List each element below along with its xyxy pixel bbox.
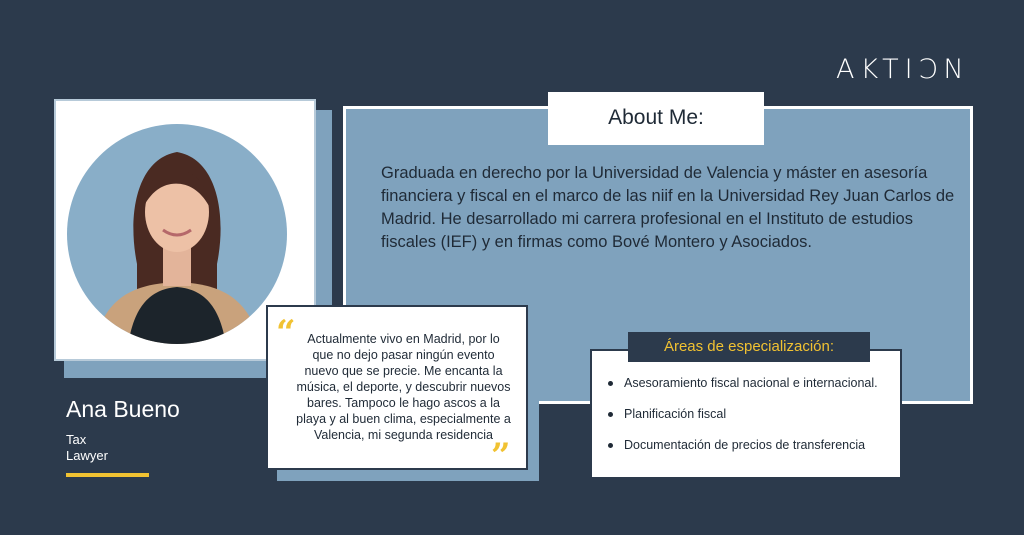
- about-title: About Me:: [608, 106, 704, 129]
- name-underline: [66, 473, 149, 477]
- areas-list: [606, 375, 898, 468]
- open-quote-icon: “: [276, 313, 296, 353]
- areas-title: Áreas de especialización:: [663, 338, 835, 355]
- about-body: Graduada en derecho por la Universidad de Valencia y máster en asesoría financiera y fiscal en el marco de las niif en la Universidad Rey Juan Carlos de Madrid. He desarrollado mi carrera profesional en el Instituto de estudios fiscales (IEF) y en firmas como Bové Montero y Asociados.: [381, 164, 955, 251]
- profile-photo: [67, 124, 287, 344]
- profile-role-line2: Lawyer: [66, 448, 108, 463]
- close-quote-icon: ”: [491, 436, 511, 476]
- list-item: Asesoramiento fiscal nacional e internacional.: [606, 375, 898, 406]
- company-logo: AKTIƆN: [836, 54, 970, 85]
- quote-text: Actualmente vivo en Madrid, por lo que no dejo pasar ningún evento nuevo que se precie. Me encanta la música, el deporte, y descubrir nuevos bares. Tampoco le hago ascos a la playa y al buen clima, especialmente a Valencia, mi segunda residencia: [296, 332, 511, 442]
- list-item: Documentación de precios de transferencia: [606, 437, 898, 468]
- person-portrait-icon: [67, 124, 287, 344]
- profile-name: Ana Bueno: [66, 396, 180, 422]
- profile-role-line1: Tax: [66, 432, 87, 447]
- list-item: Planificación fiscal: [606, 406, 898, 437]
